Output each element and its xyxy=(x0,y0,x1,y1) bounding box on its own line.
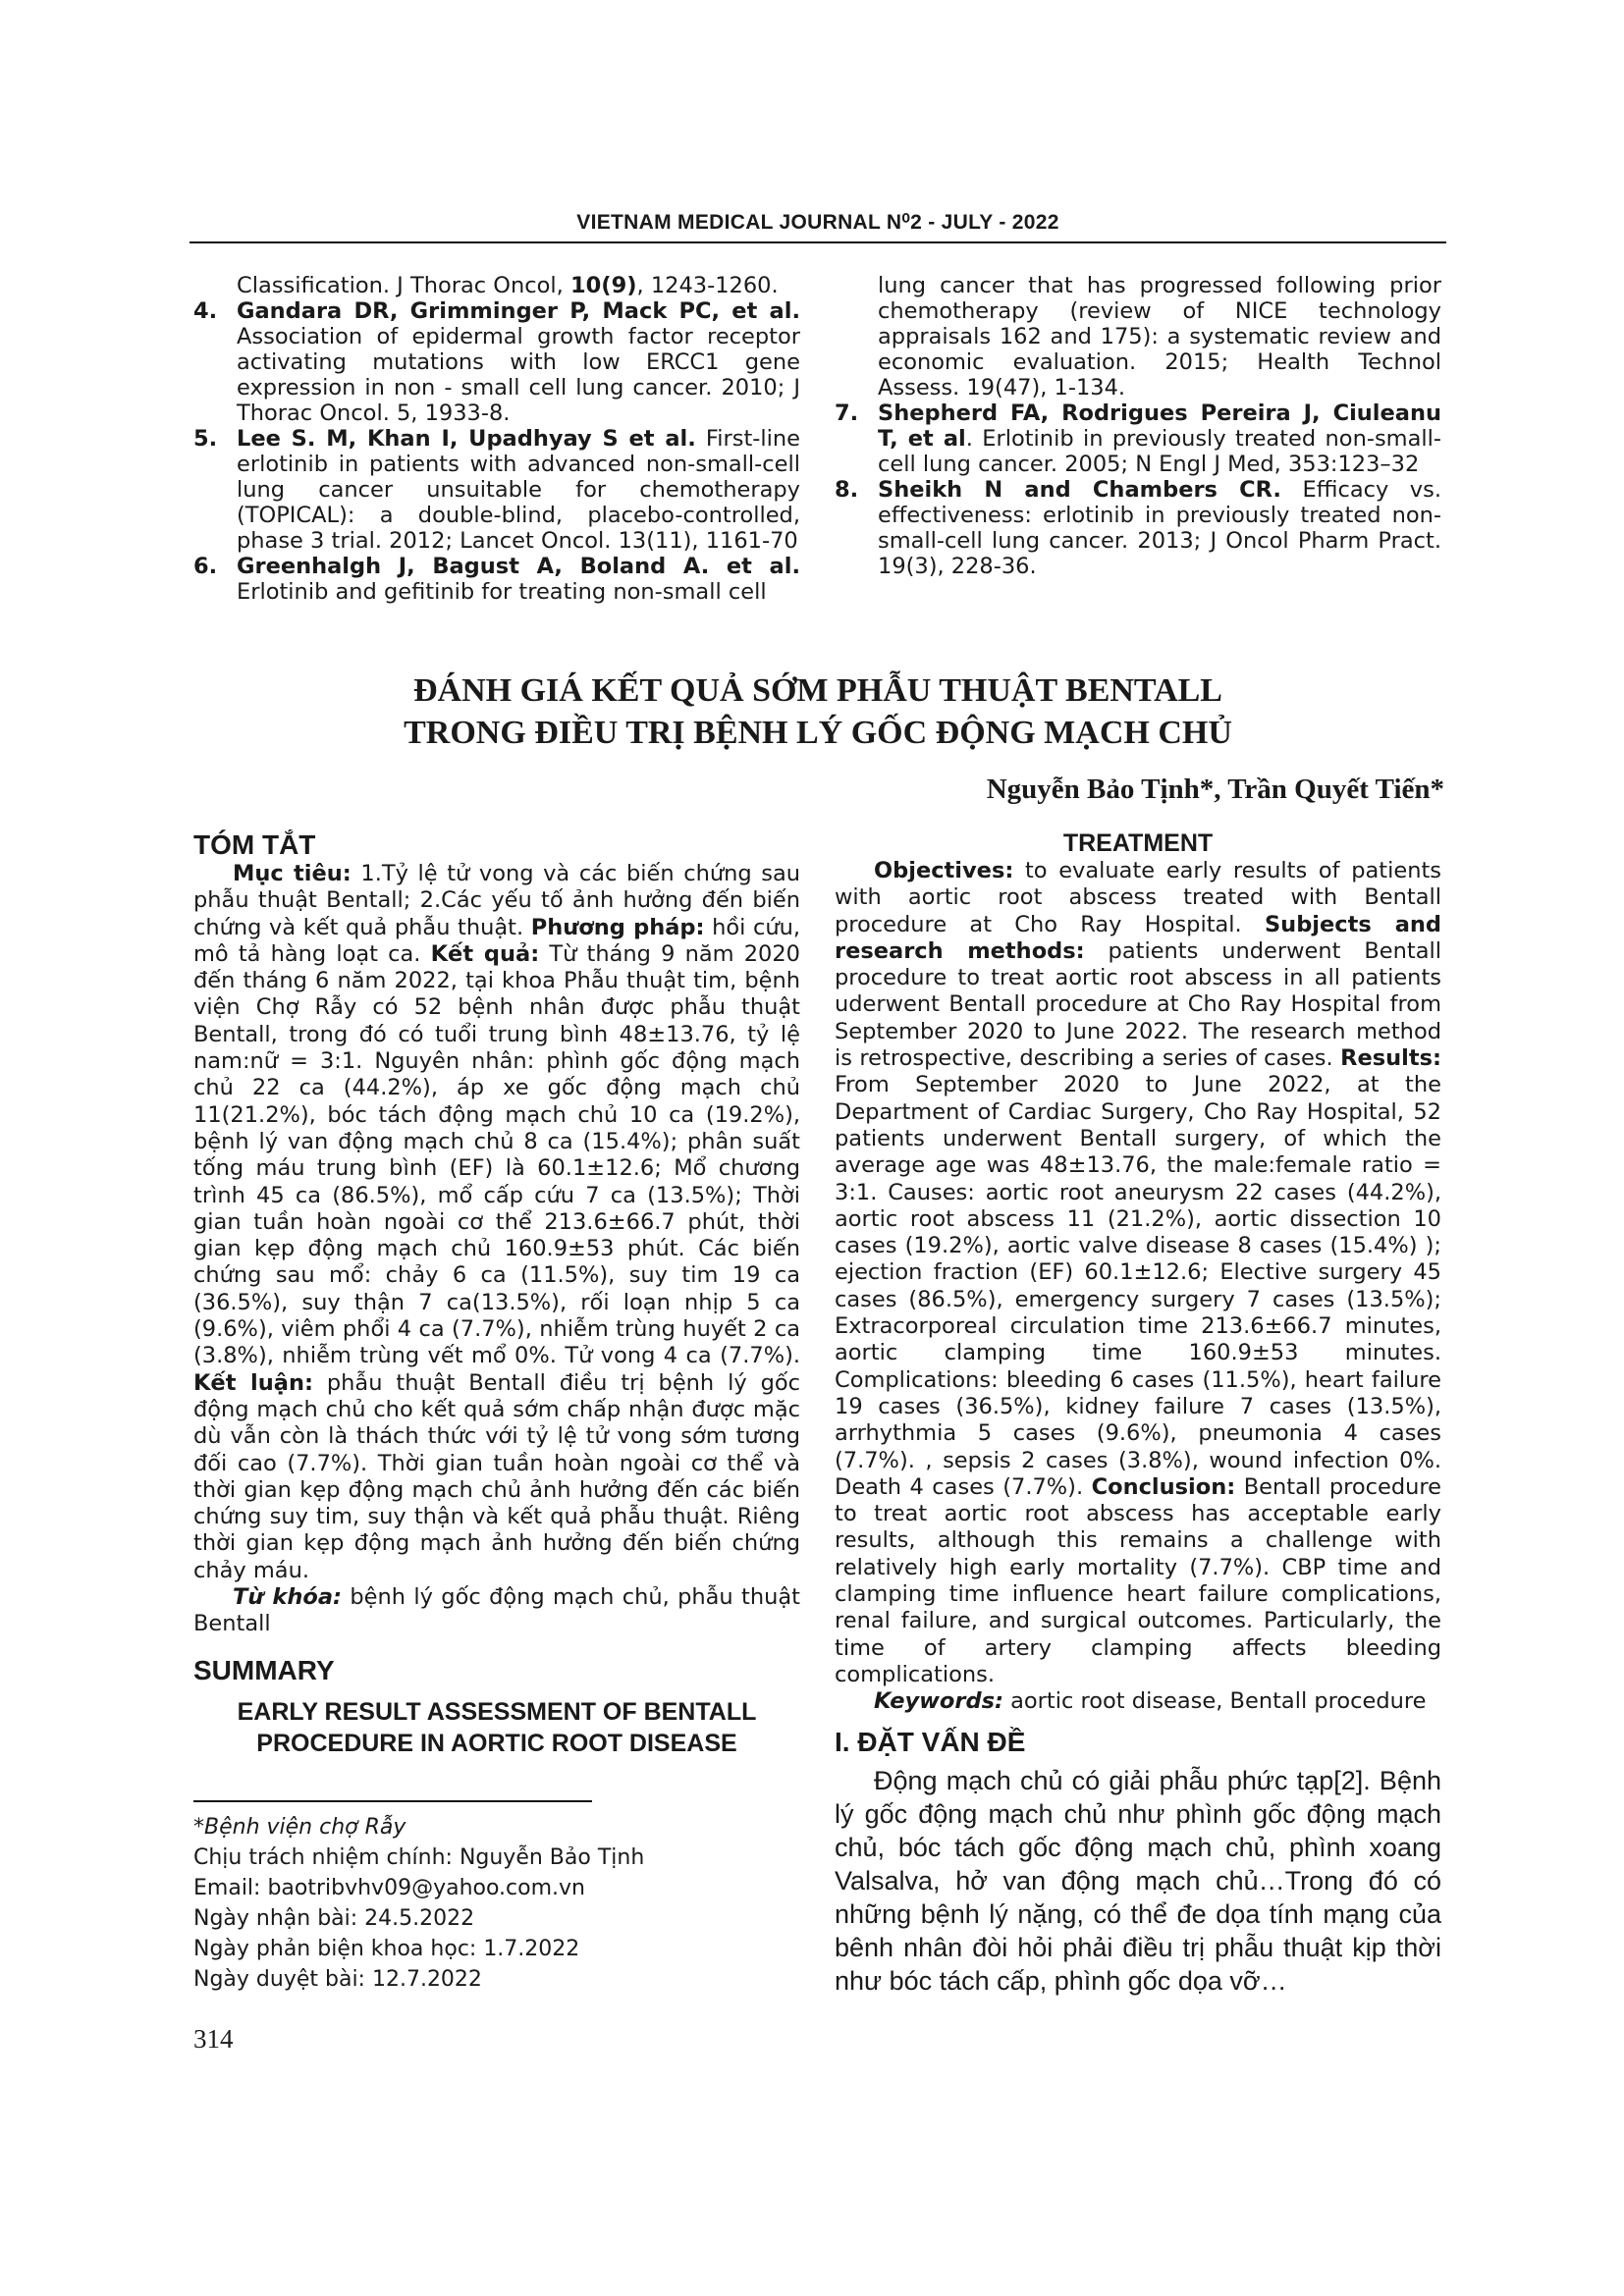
footnote-accepted: Ngày duyệt bài: 12.7.2022 xyxy=(193,1967,482,1993)
tom-tat-heading: TÓM TẮT xyxy=(193,829,316,860)
reference-item: 8. Sheikh N and Chambers CR. Efficacy vs. effectiveness: erlotinib in previously treated non-small-cell lung cancer. 2013; J Oncol Pharm Pract. 19(3), 228-36. xyxy=(835,477,1442,579)
reference-item: 6. Greenhalgh J, Bagust A, Boland A. et al. Erlotinib and gefitinib for treating non-small cell xyxy=(193,554,800,605)
reference-number: 7. xyxy=(835,400,859,426)
reference-number: 6. xyxy=(193,554,218,579)
reference-number: 8. xyxy=(835,477,859,503)
footnote-rule xyxy=(193,1800,592,1802)
references-left xyxy=(193,273,800,605)
footnote-affiliation: *Bệnh viện chợ Rẫy xyxy=(193,1815,406,1841)
article-title: ĐÁNH GIÁ KẾT QUẢ SỚM PHẪU THUẬT BENTALL TRONG ĐIỀU TRỊ BỆNH LÝ GỐC ĐỘNG MẠCH CHỦ xyxy=(404,672,1232,751)
page-number: 314 xyxy=(193,2024,234,2054)
reference-continuation: lung cancer that has progressed following prior chemotherapy (review of NICE technology appraisals 162 and 175): a systematic review and economic evaluation. 2015; Health Technol Assess. 19(47), 1-134. xyxy=(878,273,1441,400)
footnote-received: Ngày nhận bài: 24.5.2022 xyxy=(193,1906,475,1932)
summary-title: EARLY RESULT ASSESSMENT OF BENTALL PROCEDURE IN AORTIC ROOT DISEASE xyxy=(237,1698,757,1758)
summary-abstract: Objectives: to evaluate early results of patients with aortic root abscess treated with Bentall procedure at Cho Ray Hospital. Subjects and research methods: patients underwent Bentall procedure to treat aortic root abscess in all patients uderwent Bentall procedure at Cho Ray Hospital from September 2020 to June 2022. The research method is retrospective, describing a series of cases. Results: From September 2020 to June 2022, at the Department of Cardiac Surgery, Cho Ray Hospital, 52 patients underwent Bentall surgery, of which the average age was 48±13.76, the male:female ratio = 3:1. Causes: aortic root aneurysm 22 cases (44.2%), aortic root abscess 11 (21.2%), aortic dissection 10 cases (19.2%), aortic valve disease 8 cases (15.4%) ); ejection fraction (EF) 60.1±12.6; Elective surgery 45 cases (86.5%), emergency surgery 7 cases (13.5%); Extracorporeal circulation time 213.6±66.7 minutes, aortic clamping time 160.9±53 minutes. Complications: bleeding 6 cases (11.5%), heart failure 19 cases (36.5%), kidney failure 7 cases (13.5%), arrhythmia 5 cases (9.6%), pneumonia 4 cases (7.7%). , sepsis 2 cases (3.8%), wound infection 0%. Death 4 cases (7.7%). Conclusion: Bentall procedure to treat aortic root abscess has acceptable early results, although this remains a challenge with relatively high early mortality (7.7%). CBP time and clamping time influence heart failure complications, renal failure, and surgical outcomes. Particularly, the time of artery clamping affects bleeding complications. xyxy=(835,858,1441,1687)
reference-number: 4. xyxy=(193,298,218,324)
article-authors: Nguyễn Bảo Tịnh*, Trần Quyết Tiến* xyxy=(986,774,1444,805)
right-column xyxy=(835,829,1441,1998)
tom-tat-keywords: Từ khóa: bệnh lý gốc động mạch chủ, phẫu thuật Bentall xyxy=(193,1584,800,1637)
summary-heading: SUMMARY xyxy=(193,1655,335,1686)
reference-item: 5. Lee S. M, Khan I, Upadhyay S et al. First-line erlotinib in patients with advanced non-small-cell lung cancer unsuitable for chemotherapy (TOPICAL): a double-blind, placebo-controlled, phase 3 trial. 2012; Lancet Oncol. 13(11), 1161-70 xyxy=(193,426,800,554)
intro-heading: I. ĐẶT VẤN ĐỀ xyxy=(835,1727,1026,1758)
reference-item: 7. Shepherd FA, Rodrigues Pereira J, Ciuleanu T, et al. Erlotinib in previously treated non-small-cell lung cancer. 2005; N Engl J Med, 353:123–32 xyxy=(835,400,1441,477)
summary-title-continued: TREATMENT xyxy=(1062,829,1214,857)
footnote-responsible: Chịu trách nhiệm chính: Nguyễn Bảo Tịnh xyxy=(193,1845,645,1871)
header-rule xyxy=(189,241,1446,243)
references-right xyxy=(835,273,1441,579)
footnote-reviewed: Ngày phản biện khoa học: 1.7.2022 xyxy=(193,1937,580,1962)
reference-number: 5. xyxy=(193,426,218,452)
summary-keywords: Keywords: aortic root disease, Bentall procedure xyxy=(874,1688,1427,1715)
footnote-email: Email: baotribvhv09@yahoo.com.vn xyxy=(193,1876,585,1901)
tom-tat-abstract: Mục tiêu: 1.Tỷ lệ tử vong và các biến chứng sau phẫu thuật Bentall; 2.Các yếu tố ảnh hưởng đến biến chứng và kết quả phẫu thuật. Phương pháp: hồi cứu, mô tả hàng loạt ca. Kết quả: Từ tháng 9 năm 2020 đến tháng 6 năm 2022, tại khoa Phẫu thuật tim, bệnh viện Chợ Rẫy có 52 bệnh nhân được phẫu thuật Bentall, trong đó có tuổi trung bình 48±13.76, tỷ lệ nam:nữ = 3:1. Nguyên nhân: phình gốc động mạch chủ 22 ca (44.2%), áp xe gốc động mạch chủ 11(21.2%), bóc tách động mạch chủ 10 ca (19.2%), bệnh lý van động mạch chủ 8 ca (15.4%); phân suất tống máu trung bình (EF) là 60.1±12.6; Mổ chương trình 45 ca (86.5%), mổ cấp cứu 7 ca (13.5%); Thời gian tuần hoàn ngoài cơ thể 213.6±66.7 phút, thời gian kẹp động mạch chủ 160.9±53 phút. Các biến chứng sau mổ: chảy 6 ca (11.5%), suy tim 19 ca (36.5%), suy thận 7 ca(13.5%), rối loạn nhịp 5 ca (9.6%), viêm phổi 4 ca (7.7%), nhiễm trùng huyết 2 ca (3.8%), nhiễm trùng vết mổ 0%. Tử vong 4 ca (7.7%). Kết luận: phẫu thuật Bentall điều trị bệnh lý gốc động mạch chủ cho kết quả sớm chấp nhận được mặc dù vẫn còn là thách thức với tỷ lệ tử vong sớm tương đối cao (7.7%). Thời gian tuần hoàn ngoài cơ thể và thời gian kẹp động mạch chủ ảnh hưởng đến các biến chứng suy tim, suy thận và kết quả phẫu thuật. Riêng thời gian kẹp động mạch ảnh hưởng đến biến chứng chảy máu. xyxy=(193,861,800,1583)
journal-header: VIETNAM MEDICAL JOURNAL N⁰2 - JULY - 2022 xyxy=(576,211,1059,234)
left-column xyxy=(193,829,800,1995)
intro-paragraph: Động mạch chủ có giải phẫu phức tạp[2]. Bệnh lý gốc động mạch chủ như phình gốc động mạch chủ, bóc tách gốc động mạch chủ, phình xoang Valsalva, hở van động mạch chủ…Trong đó có những bệnh lý nặng, có thể đe dọa tính mạng của bênh nhân đòi hỏi phải điều trị phẫu thuật kịp thời như bóc tách cấp, phình gốc dọa vỡ… xyxy=(835,1766,1441,1997)
reference-continuation: Classification. J Thorac Oncol, 10(9), 1243-1260. xyxy=(237,273,779,298)
reference-item: 4. Gandara DR, Grimminger P, Mack PC, et al. Association of epidermal growth factor receptor activating mutations with low ERCC1 gene expression in non - small cell lung cancer. 2010; J Thorac Oncol. 5, 1933-8. xyxy=(193,298,800,426)
